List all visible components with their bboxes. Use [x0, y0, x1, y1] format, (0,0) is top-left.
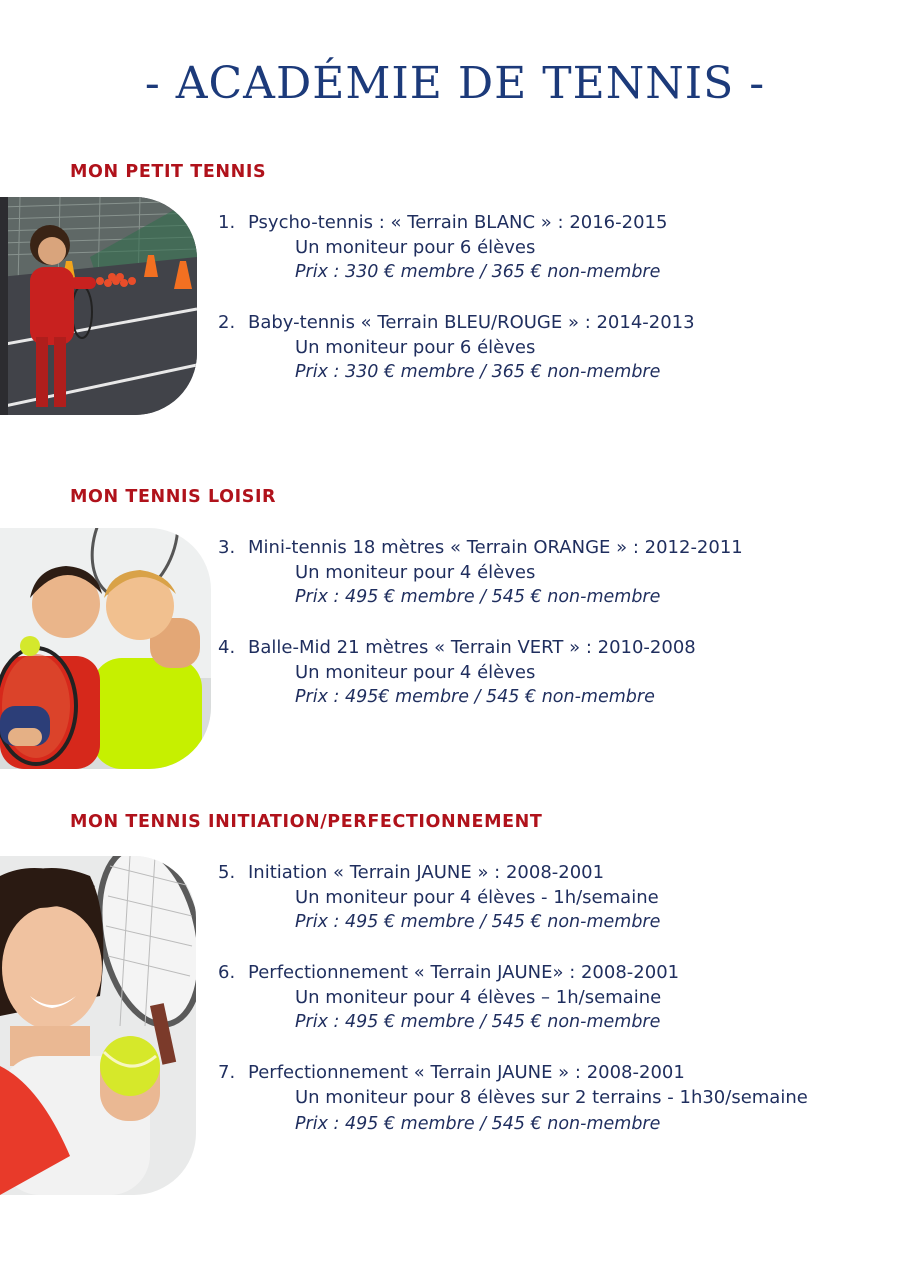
- section-heading-initiation-perfectionnement: MON TENNIS INITIATION/PERFECTIONNEMENT: [70, 812, 543, 832]
- item-info: Un moniteur pour 6 élèves: [295, 237, 536, 258]
- item-title: Initiation « Terrain JAUNE » : 2008-2001: [248, 862, 605, 883]
- item-title: Baby-tennis « Terrain BLEU/ROUGE » : 2014-2013: [248, 312, 695, 333]
- item-info: Un moniteur pour 4 élèves: [295, 662, 536, 683]
- item-number: 6.: [218, 962, 236, 983]
- item-number: 2.: [218, 312, 236, 333]
- item-title: Perfectionnement « Terrain JAUNE» : 2008-2001: [248, 962, 680, 983]
- section-heading-petit-tennis: MON PETIT TENNIS: [70, 162, 267, 182]
- item-title: Mini-tennis 18 mètres « Terrain ORANGE » : 2012-2011: [248, 537, 743, 558]
- item-info: Un moniteur pour 4 élèves: [295, 562, 536, 583]
- list-item: [218, 960, 858, 1035]
- item-info: Un moniteur pour 8 élèves sur 2 terrains - 1h30/semaine: [295, 1087, 808, 1108]
- item-price: Prix : 495€ membre / 545 € non-membre: [295, 687, 655, 707]
- item-price: Prix : 330 € membre / 365 € non-membre: [295, 362, 661, 382]
- item-price: Prix : 330 € membre / 365 € non-membre: [295, 262, 661, 282]
- list-item: [218, 310, 858, 385]
- photo-child-on-court: [0, 197, 197, 415]
- item-price: Prix : 495 € membre / 545 € non-membre: [295, 587, 661, 607]
- photo-two-boys-with-rackets: [0, 528, 211, 769]
- item-title: Psycho-tennis : « Terrain BLANC » : 2016-2015: [248, 212, 668, 233]
- list-item: [218, 860, 858, 935]
- item-title: Balle-Mid 21 mètres « Terrain VERT » : 2010-2008: [248, 637, 696, 658]
- section-heading-tennis-loisir: MON TENNIS LOISIR: [70, 487, 277, 507]
- list-item: [218, 210, 858, 285]
- item-number: 1.: [218, 212, 236, 233]
- item-info: Un moniteur pour 4 élèves - 1h/semaine: [295, 887, 659, 908]
- item-info: Un moniteur pour 4 élèves – 1h/semaine: [295, 987, 662, 1008]
- item-number: 3.: [218, 537, 236, 558]
- item-number: 5.: [218, 862, 236, 883]
- item-number: 7.: [218, 1062, 236, 1083]
- item-number: 4.: [218, 637, 236, 658]
- item-title: Perfectionnement « Terrain JAUNE » : 2008-2001: [248, 1062, 685, 1083]
- page-title: - ACADÉMIE DE TENNIS -: [144, 58, 766, 109]
- list-item: [218, 1060, 858, 1137]
- item-price: Prix : 495 € membre / 545 € non-membre: [295, 912, 661, 932]
- item-price: Prix : 495 € membre / 545 € non-membre: [295, 1114, 661, 1134]
- photo-girl-with-racket-and-ball: [0, 856, 196, 1195]
- item-price: Prix : 495 € membre / 545 € non-membre: [295, 1012, 661, 1032]
- list-item: [218, 635, 858, 710]
- item-info: Un moniteur pour 6 élèves: [295, 337, 536, 358]
- list-item: [218, 535, 858, 610]
